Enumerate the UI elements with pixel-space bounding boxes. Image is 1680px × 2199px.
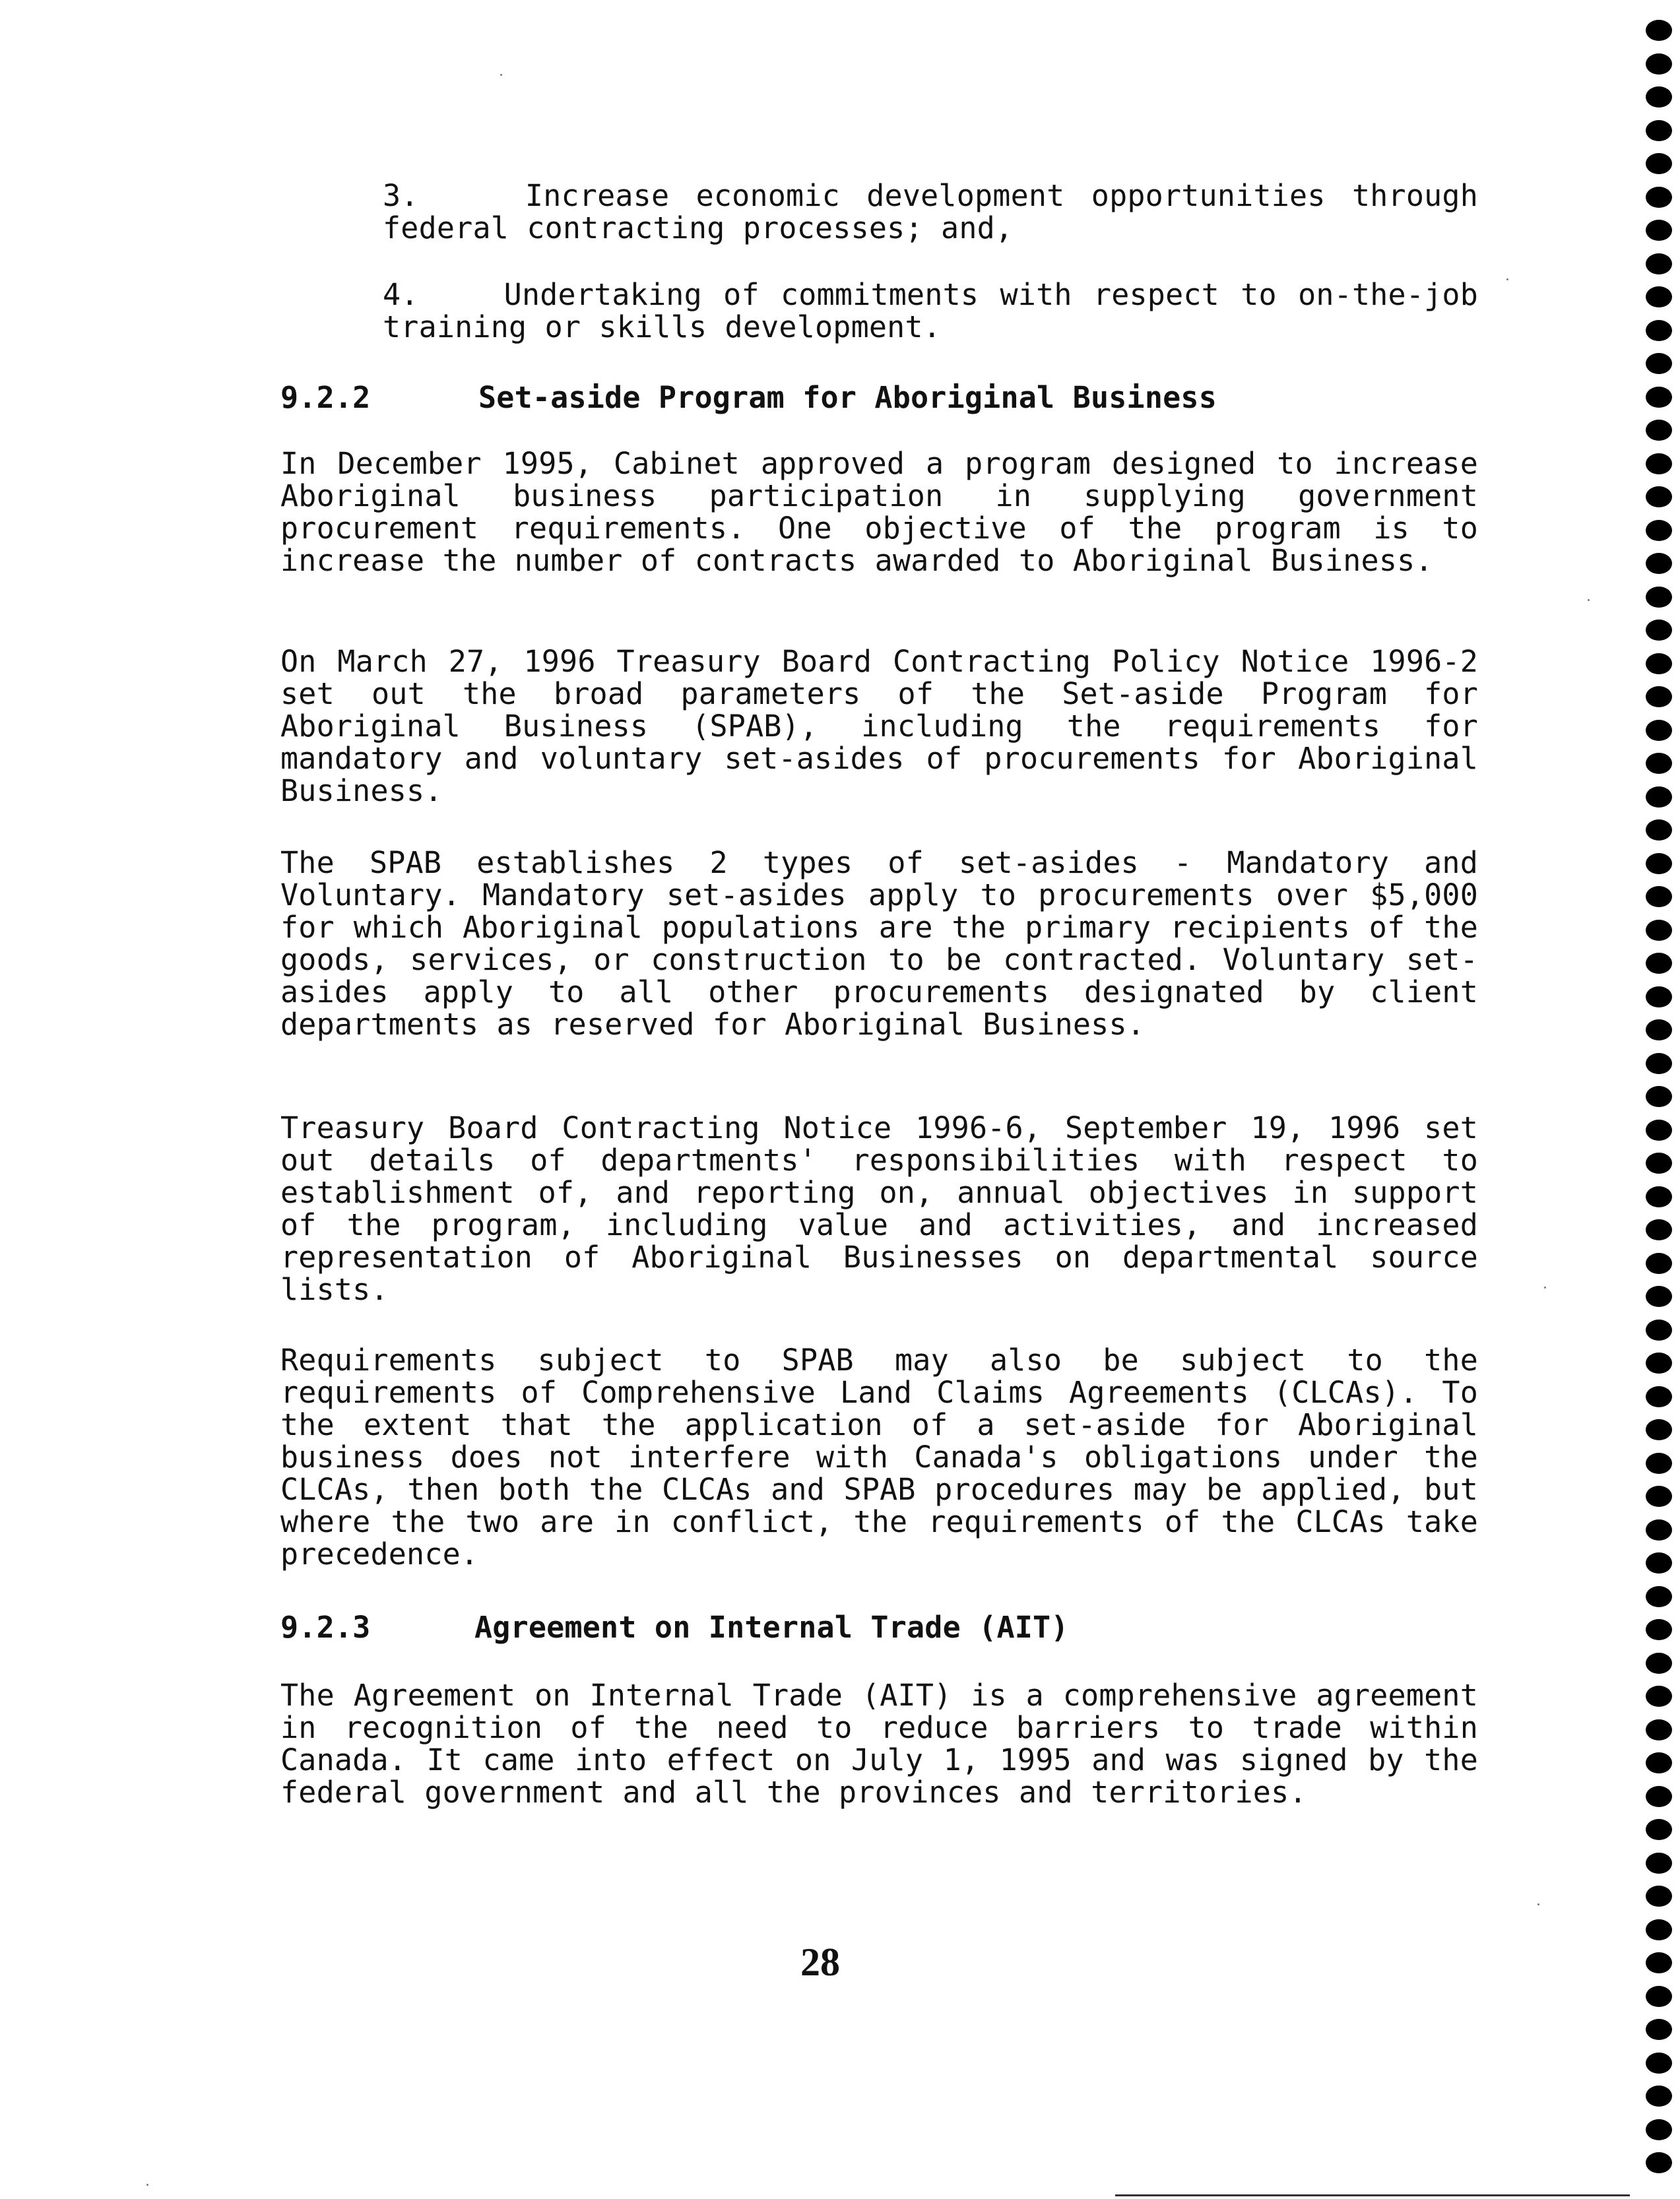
binding-hole bbox=[1646, 1752, 1672, 1773]
binding-hole bbox=[1646, 553, 1672, 574]
section-title: Agreement on Internal Trade (AIT) bbox=[474, 1610, 1069, 1645]
paragraph-set-aside-types: The SPAB establishes 2 types of set-asides - Mandatory and Voluntary. Mandatory set-asides apply to procurements over $5,000 for which Aboriginal populations are the primary recipients of the goods, services, or construction to be contracted. Voluntary set-asides apply to all other procurements designated by client departments as reserved for Aboriginal Business. bbox=[280, 845, 1478, 1042]
binding-hole bbox=[1646, 1253, 1672, 1274]
binding-hole bbox=[1646, 1653, 1672, 1674]
binding-hole bbox=[1646, 953, 1672, 974]
bottom-edge-line bbox=[1115, 2194, 1630, 2196]
list-item-text: Increase economic development opportunities through federal contracting processes; and, bbox=[383, 178, 1478, 245]
binding-hole bbox=[1646, 1619, 1672, 1640]
binding-hole bbox=[1646, 187, 1672, 208]
binding-hole bbox=[1646, 1853, 1672, 1874]
binding-hole bbox=[1646, 1719, 1672, 1740]
binding-hole bbox=[1646, 1019, 1672, 1040]
binding-hole bbox=[1646, 1552, 1672, 1574]
binding-hole bbox=[1646, 353, 1672, 374]
binding-hole bbox=[1646, 320, 1672, 341]
list-item-text: Undertaking of commitments with respect to on-the-job training or skills development. bbox=[383, 277, 1479, 344]
binding-hole bbox=[1646, 1219, 1672, 1240]
section-heading-9-2-2 bbox=[280, 381, 1217, 414]
section-heading-9-2-3 bbox=[280, 1611, 1069, 1643]
binding-hole bbox=[1646, 2119, 1672, 2140]
binding-hole bbox=[1646, 520, 1672, 541]
paragraph-policy-notice: On March 27, 1996 Treasury Board Contracting Policy Notice 1996-2 set out the broad parameters of the Set-aside Program for Aboriginal Business (SPAB), including the requirements for mandatory and voluntary set-asides of procurements for Aboriginal Business. bbox=[280, 644, 1478, 808]
binding-hole bbox=[1646, 20, 1672, 41]
binding-hole bbox=[1646, 1986, 1672, 2007]
binding-hole bbox=[1646, 653, 1672, 674]
list-item-number: 4. bbox=[383, 277, 419, 312]
binding-hole bbox=[1646, 1486, 1672, 1507]
binding-hole bbox=[1646, 253, 1672, 274]
binding-hole bbox=[1646, 1453, 1672, 1474]
binding-hole bbox=[1646, 1886, 1672, 1907]
scan-speck bbox=[1588, 599, 1590, 601]
binding-hole bbox=[1646, 986, 1672, 1007]
binding-hole bbox=[1646, 620, 1672, 641]
scan-speck bbox=[500, 74, 502, 76]
binding-hole bbox=[1646, 753, 1672, 774]
binding-hole bbox=[1646, 286, 1672, 307]
list-item-3 bbox=[383, 179, 1478, 244]
binding-hole bbox=[1646, 2053, 1672, 2074]
binding-hole bbox=[1646, 1686, 1672, 1707]
binding-hole bbox=[1646, 1386, 1672, 1407]
paragraph-ait: The Agreement on Internal Trade (AIT) is a comprehensive agreement in recognition of the need to reduce barriers to trade within Canada. It came into effect on July 1, 1995 and was signed by the federal government and all the provinces and territories. bbox=[280, 1678, 1478, 1810]
binding-hole bbox=[1646, 1786, 1672, 1807]
paragraph-clca-requirements: Requirements subject to SPAB may also be subject to the requirements of Comprehensive Land Claims Agreements (CLCAs). To the extent that the application of a set-aside for Aboriginal business does not interfere with Canada's obligations under the CLCAs, then both the CLCAs and SPAB procedures may be applied, but where the two are in conflict, the requirements of the CLCAs take precedence. bbox=[280, 1343, 1478, 1572]
binding-hole bbox=[1646, 853, 1672, 874]
binding-hole bbox=[1646, 1519, 1672, 1541]
binding-hole bbox=[1646, 120, 1672, 141]
scan-speck bbox=[1537, 1903, 1539, 1905]
binding-hole bbox=[1646, 587, 1672, 608]
binding-hole bbox=[1646, 720, 1672, 741]
binding-hole bbox=[1646, 686, 1672, 707]
binding-hole bbox=[1646, 1086, 1672, 1107]
binding-hole bbox=[1646, 1919, 1672, 1940]
binding-hole bbox=[1646, 453, 1672, 474]
binding-hole bbox=[1646, 220, 1672, 241]
binding-hole bbox=[1646, 1819, 1672, 1840]
binding-hole bbox=[1646, 1186, 1672, 1207]
binding-hole bbox=[1646, 920, 1672, 941]
scan-speck bbox=[1544, 1287, 1546, 1289]
binding-hole bbox=[1646, 1586, 1672, 1607]
section-title: Set-aside Program for Aboriginal Business bbox=[478, 380, 1217, 415]
binding-hole bbox=[1646, 1286, 1672, 1307]
scan-speck bbox=[146, 2184, 148, 2186]
page-number: 28 bbox=[800, 1940, 840, 1984]
binding-hole bbox=[1646, 1120, 1672, 1141]
binding-hole bbox=[1646, 1419, 1672, 1440]
binding-hole bbox=[1646, 153, 1672, 174]
paragraph-contracting-notice: Treasury Board Contracting Notice 1996-6, September 19, 1996 set out details of departments' responsibilities with respect to establishment of, and reporting on, annual objectives in support of the program, including value and activities, and increased representation of Aboriginal Businesses on departmental source lists. bbox=[280, 1110, 1478, 1307]
paragraph-cabinet-program: In December 1995, Cabinet approved a program designed to increase Aboriginal business participation in supplying government procurement requirements. One objective of the program is to increase the number of contracts awarded to Aboriginal Business. bbox=[280, 446, 1478, 578]
list-item-4 bbox=[383, 278, 1478, 343]
binding-hole bbox=[1646, 886, 1672, 907]
binding-hole bbox=[1646, 86, 1672, 108]
binding-hole bbox=[1646, 1153, 1672, 1174]
section-number: 9.2.2 bbox=[280, 380, 371, 415]
binding-hole bbox=[1646, 387, 1672, 408]
list-item-number: 3. bbox=[383, 178, 419, 213]
binding-hole bbox=[1646, 1320, 1672, 1341]
binding-hole bbox=[1646, 786, 1672, 808]
binding-hole bbox=[1646, 1353, 1672, 1374]
binding-hole bbox=[1646, 2086, 1672, 2107]
binding-hole bbox=[1646, 1952, 1672, 1973]
binding-hole bbox=[1646, 2152, 1672, 2173]
binding-hole bbox=[1646, 486, 1672, 507]
binding-hole bbox=[1646, 819, 1672, 841]
binding-hole bbox=[1646, 53, 1672, 75]
binding-hole bbox=[1646, 1053, 1672, 1074]
binding-hole bbox=[1646, 420, 1672, 441]
scan-speck bbox=[1506, 278, 1508, 280]
section-number: 9.2.3 bbox=[280, 1610, 371, 1645]
spiral-binding bbox=[1643, 20, 1676, 2197]
binding-hole bbox=[1646, 2019, 1672, 2040]
